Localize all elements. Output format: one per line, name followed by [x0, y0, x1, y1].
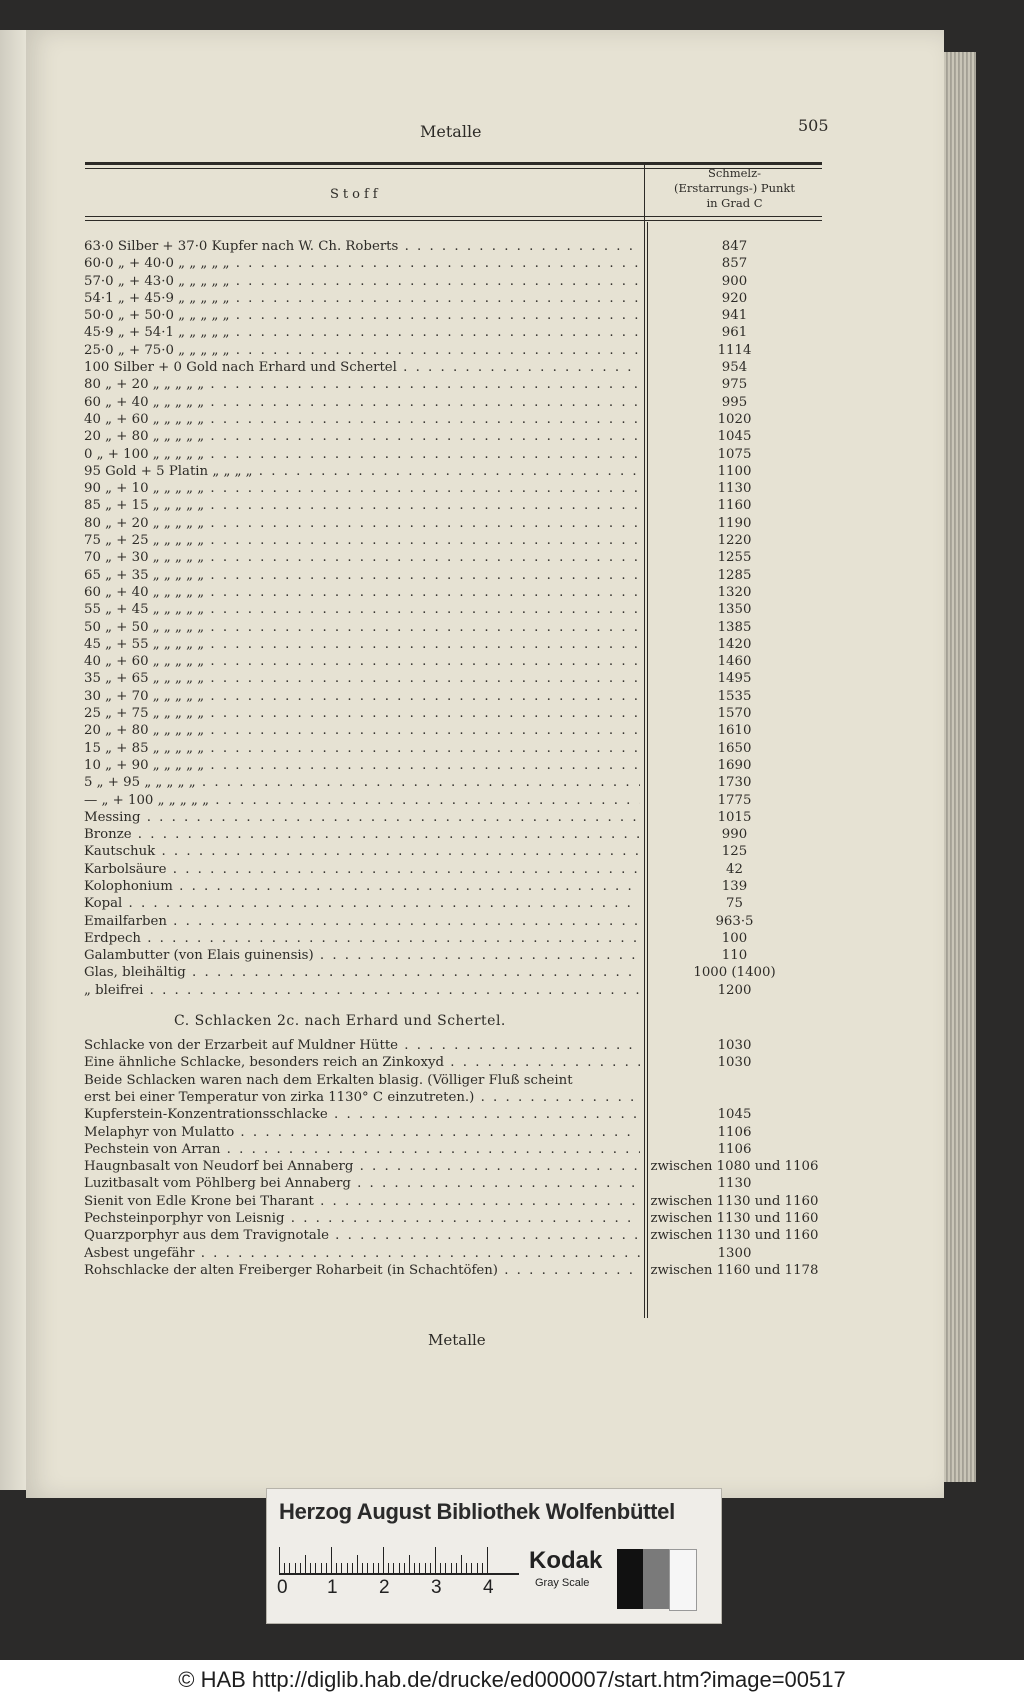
substance-cell: 80 „ + 20 „ „ „ „ „ . . .	[84, 376, 640, 393]
table-row	[84, 1262, 824, 1279]
ruler-tick	[435, 1547, 436, 1573]
table-row	[84, 861, 824, 878]
substance-cell: 25 „ + 75 „ „ „ „ „ . . .	[84, 705, 640, 722]
table-row	[84, 446, 824, 463]
column-header-point	[647, 166, 822, 211]
substance-cell: 54·1 „ + 45·9 „ „ „ „ „ . . .	[84, 290, 640, 307]
ruler-tick	[471, 1563, 472, 1573]
column-header-point-line: (Erstarrungs-) Punkt	[674, 181, 795, 195]
melting-point-cell: 1045	[717, 1107, 752, 1123]
substance-cell: erst bei einer Temperatur von zirka 1130° C einzutreten.) . . .	[84, 1089, 640, 1106]
substance-cell: Pechstein von Arran . . .	[84, 1141, 640, 1158]
running-title: Metalle	[420, 122, 482, 141]
ruler-tick	[451, 1563, 452, 1573]
melting-point-cell: 1255	[717, 550, 752, 566]
melting-point-cell: 961	[721, 325, 748, 341]
melting-point-cell: zwischen 1080 und 1106	[650, 1159, 819, 1175]
substance-cell: Emailfarben . . .	[84, 913, 640, 930]
table-row	[84, 1193, 824, 1210]
melting-point-cell: 1650	[717, 740, 752, 756]
ruler-tick	[461, 1555, 462, 1573]
section-heading	[84, 999, 824, 1037]
table-row	[84, 359, 824, 376]
table-row	[84, 290, 824, 307]
melting-point-cell: 1690	[717, 757, 752, 773]
table-row	[84, 636, 824, 653]
melting-point-cell: 1320	[717, 584, 752, 600]
melting-point-cell: 75	[726, 896, 743, 912]
substance-cell: 75 „ + 25 „ „ „ „ „ . . .	[84, 532, 640, 549]
ruler-tick	[362, 1563, 363, 1573]
gray-patch	[669, 1549, 697, 1611]
table-row	[84, 428, 824, 445]
ruler-tick	[419, 1563, 420, 1573]
ruler	[279, 1545, 519, 1575]
substance-cell: Kautschuk . . .	[84, 843, 640, 860]
ruler-tick	[331, 1547, 332, 1573]
column-header-point-line: in Grad C	[706, 196, 763, 210]
substance-cell: 90 „ + 10 „ „ „ „ „ . . .	[84, 480, 640, 497]
column-header-point-line: Schmelz-	[707, 166, 762, 180]
substance-cell: 50·0 „ + 50·0 „ „ „ „ „ . . .	[84, 307, 640, 324]
ruler-tick	[388, 1563, 389, 1573]
table-row	[84, 688, 824, 705]
substance-cell: Rohschlacke der alten Freiberger Roharbeit (in Schachtöfen) . . .	[84, 1262, 640, 1279]
melting-point-cell: 1130	[717, 1176, 752, 1192]
header-rule	[85, 216, 822, 217]
table-row	[84, 1141, 824, 1158]
substance-cell: 50 „ + 50 „ „ „ „ „ . . .	[84, 619, 640, 636]
credit-line: © HAB http://diglib.hab.de/drucke/ed000007/start.htm?image=00517	[0, 1660, 1024, 1699]
substance-cell: 55 „ + 45 „ „ „ „ „ . . .	[84, 601, 640, 618]
table-row	[84, 947, 824, 964]
table-row	[84, 982, 824, 999]
kodak-logo: Kodak	[529, 1547, 603, 1574]
page-edges	[944, 52, 976, 1482]
ruler-number: 2	[379, 1577, 390, 1598]
table-row	[84, 1210, 824, 1227]
substance-cell: Kolophonium . . .	[84, 878, 640, 895]
melting-point-cell: 100	[721, 930, 748, 946]
ruler-number: 3	[431, 1577, 442, 1598]
library-target-card	[266, 1488, 722, 1624]
melting-point-cell: 1160	[717, 498, 752, 514]
substance-cell: Beide Schlacken waren nach dem Erkalten blasig. (Völliger Fluß scheint	[84, 1072, 573, 1088]
ruler-tick	[347, 1563, 348, 1573]
table-row	[84, 515, 824, 532]
table-row	[84, 913, 824, 930]
ruler-tick	[279, 1547, 280, 1573]
table-row	[84, 1245, 824, 1262]
substance-cell: 35 „ + 65 „ „ „ „ „ . . .	[84, 670, 640, 687]
substance-cell: Pechsteinporphyr von Leisnig . . .	[84, 1210, 640, 1227]
substance-cell: 60 „ + 40 „ „ „ „ „ . . .	[84, 584, 640, 601]
melting-point-cell: 1130	[717, 481, 752, 497]
table-row	[84, 1106, 824, 1123]
table-row	[84, 792, 824, 809]
substance-cell: 57·0 „ + 43·0 „ „ „ „ „ . . .	[84, 273, 640, 290]
ruler-tick	[341, 1563, 342, 1573]
table-row	[84, 1054, 824, 1071]
substance-cell: 40 „ + 60 „ „ „ „ „ . . .	[84, 653, 640, 670]
table-row	[84, 567, 824, 584]
table-row	[84, 584, 824, 601]
melting-point-cell: 995	[721, 394, 748, 410]
melting-point-cell: 975	[721, 377, 748, 393]
melting-point-cell: zwischen 1160 und 1178	[650, 1262, 819, 1278]
melting-point-cell: 42	[726, 861, 743, 877]
melting-point-cell: 1100	[717, 463, 752, 479]
substance-cell: 0 „ + 100 „ „ „ „ „ . . .	[84, 446, 640, 463]
table-row	[84, 307, 824, 324]
substance-cell: Erdpech . . .	[84, 930, 640, 947]
melting-point-cell: 963·5	[715, 913, 754, 929]
substance-cell: Glas, bleihältig . . .	[84, 964, 640, 981]
table-row	[84, 255, 824, 272]
table-row	[84, 480, 824, 497]
table-row	[84, 273, 824, 290]
ruler-tick	[305, 1555, 306, 1573]
substance-cell: Sienit von Edle Krone bei Tharant . . .	[84, 1193, 640, 1210]
table-row	[84, 1072, 824, 1089]
table-row	[84, 1124, 824, 1141]
ruler-tick	[404, 1563, 405, 1573]
ruler-tick	[466, 1563, 467, 1573]
substance-cell: 65 „ + 35 „ „ „ „ „ . . .	[84, 567, 640, 584]
table-row	[84, 757, 824, 774]
table-row	[84, 930, 824, 947]
ruler-tick	[393, 1563, 394, 1573]
table-top-rule	[85, 162, 822, 165]
ruler-tick	[440, 1563, 441, 1573]
melting-point-cell: 1030	[717, 1055, 752, 1071]
table-row	[84, 324, 824, 341]
melting-point-cell: zwischen 1130 und 1160	[650, 1228, 819, 1244]
substance-cell: Schlacke von der Erzarbeit auf Muldner Hütte . . .	[84, 1037, 640, 1054]
substance-cell: Asbest ungefähr . . .	[84, 1245, 640, 1262]
melting-point-cell: 900	[721, 273, 748, 289]
left-page-edge	[0, 30, 27, 1490]
ruler-tick	[482, 1563, 483, 1573]
column-header-substance: Stoff	[330, 187, 382, 202]
substance-cell: Quarzporphyr aus dem Travignotale . . .	[84, 1227, 640, 1244]
substance-cell: 95 Gold + 5 Platin „ „ „ „ . . .	[84, 463, 640, 480]
section-heading-text: C. Schlacken 2c. nach Erhard und Schertel.	[174, 1013, 506, 1030]
melting-point-cell: 1610	[717, 723, 752, 739]
substance-cell: 63·0 Silber + 37·0 Kupfer nach W. Ch. Roberts . . .	[84, 238, 640, 255]
table-row	[84, 619, 824, 636]
ruler-tick	[383, 1547, 384, 1573]
substance-cell: 80 „ + 20 „ „ „ „ „ . . .	[84, 515, 640, 532]
melting-point-cell: 847	[721, 239, 748, 254]
ruler-tick	[487, 1547, 488, 1573]
substance-cell: 45 „ + 55 „ „ „ „ „ . . .	[84, 636, 640, 653]
ruler-tick	[310, 1563, 311, 1573]
ruler-tick	[477, 1563, 478, 1573]
melting-point-cell: 1015	[717, 809, 752, 825]
table-row	[84, 1175, 824, 1192]
substance-cell: Karbolsäure . . .	[84, 861, 640, 878]
substance-cell: 60 „ + 40 „ „ „ „ „ . . .	[84, 394, 640, 411]
melting-point-cell: zwischen 1130 und 1160	[650, 1211, 819, 1227]
melting-point-cell: 990	[721, 827, 748, 843]
table-row	[84, 774, 824, 791]
table-row	[84, 601, 824, 618]
ruler-tick	[336, 1563, 337, 1573]
table-row	[84, 740, 824, 757]
ruler-tick	[445, 1563, 446, 1573]
ruler-tick	[456, 1563, 457, 1573]
substance-cell: 60·0 „ + 40·0 „ „ „ „ „ . . .	[84, 255, 640, 272]
ruler-tick	[399, 1563, 400, 1573]
melting-point-cell: 1220	[717, 533, 752, 549]
ruler-tick	[414, 1563, 415, 1573]
header-rule-2	[85, 220, 822, 221]
melting-point-cell: 1285	[717, 567, 752, 583]
ruler-number: 0	[277, 1577, 288, 1598]
melting-point-cell: 1385	[717, 619, 752, 635]
melting-point-cell: 1420	[717, 636, 752, 652]
melting-point-cell: 1045	[717, 429, 752, 445]
ruler-number: 1	[327, 1577, 338, 1598]
melting-point-cell: 941	[721, 308, 748, 324]
ruler-tick	[284, 1563, 285, 1573]
melting-point-cell: 1030	[717, 1038, 752, 1054]
substance-cell: Kupferstein-Konzentrationsschlacke . . .	[84, 1106, 640, 1123]
melting-point-cell: 139	[721, 878, 748, 894]
substance-cell: 40 „ + 60 „ „ „ „ „ . . .	[84, 411, 640, 428]
ruler-tick	[315, 1563, 316, 1573]
table-row	[84, 670, 824, 687]
ruler-number: 4	[483, 1577, 494, 1598]
ruler-tick	[352, 1563, 353, 1573]
footer-title: Metalle	[428, 1331, 486, 1349]
table-row	[84, 1089, 824, 1106]
substance-cell: 5 „ + 95 „ „ „ „ „ . . .	[84, 774, 640, 791]
melting-point-cell: 1000 (1400)	[693, 965, 776, 981]
melting-point-cell: 1300	[717, 1245, 752, 1261]
melting-point-cell: 110	[721, 948, 748, 964]
melting-point-cell: 1460	[717, 654, 752, 670]
table-row	[84, 653, 824, 670]
gray-patch	[617, 1549, 643, 1609]
substance-cell: 70 „ + 30 „ „ „ „ „ . . .	[84, 549, 640, 566]
melting-point-cell: 1535	[717, 688, 752, 704]
table-row	[84, 549, 824, 566]
table-row	[84, 722, 824, 739]
melting-point-cell: 1075	[717, 446, 752, 462]
substance-cell: Haugnbasalt von Neudorf bei Annaberg . . .	[84, 1158, 640, 1175]
substance-cell: — „ + 100 „ „ „ „ „ . . .	[84, 792, 640, 809]
melting-point-cell: 1106	[717, 1141, 752, 1157]
substance-cell: 25·0 „ + 75·0 „ „ „ „ „ . . .	[84, 342, 640, 359]
table-row	[84, 705, 824, 722]
gray-scale-label: Gray Scale	[535, 1577, 590, 1589]
melting-point-cell: 1020	[717, 411, 752, 427]
table-row	[84, 895, 824, 912]
table-row	[84, 238, 824, 255]
melting-point-cell: 1495	[717, 671, 752, 687]
table-row	[84, 342, 824, 359]
page-number: 505	[798, 116, 829, 135]
melting-point-cell: 125	[721, 844, 748, 860]
table-row	[84, 809, 824, 826]
melting-point-cell: 1775	[717, 792, 752, 808]
substance-cell: Messing . . .	[84, 809, 640, 826]
table-row	[84, 878, 824, 895]
melting-point-cell: 920	[721, 290, 748, 306]
substance-cell: Eine ähnliche Schlacke, besonders reich an Zinkoxyd . . .	[84, 1054, 640, 1071]
ruler-tick	[357, 1555, 358, 1573]
melting-point-cell: 954	[721, 360, 748, 376]
table-row	[84, 1037, 824, 1054]
table-body	[84, 238, 824, 1279]
table-row	[84, 1227, 824, 1244]
ruler-tick	[367, 1563, 368, 1573]
melting-point-cell: 1730	[717, 775, 752, 791]
substance-cell: Luzitbasalt vom Pöhlberg bei Annaberg . . .	[84, 1175, 640, 1192]
ruler-tick	[373, 1563, 374, 1573]
melting-point-cell: 857	[721, 256, 748, 272]
ruler-tick	[321, 1563, 322, 1573]
substance-cell: Melaphyr von Mulatto . . .	[84, 1124, 640, 1141]
ruler-tick	[425, 1563, 426, 1573]
melting-point-cell: 1570	[717, 706, 752, 722]
substance-cell: 20 „ + 80 „ „ „ „ „ . . .	[84, 722, 640, 739]
table-row	[84, 532, 824, 549]
table-row	[84, 411, 824, 428]
ruler-tick	[326, 1563, 327, 1573]
substance-cell: Bronze . . .	[84, 826, 640, 843]
table-row	[84, 497, 824, 514]
table-row	[84, 376, 824, 393]
substance-cell: 20 „ + 80 „ „ „ „ „ . . .	[84, 428, 640, 445]
table-row	[84, 463, 824, 480]
substance-cell: Galambutter (von Elais guinensis) . . .	[84, 947, 640, 964]
ruler-tick	[289, 1563, 290, 1573]
substance-cell: 100 Silber + 0 Gold nach Erhard und Schertel . . .	[84, 359, 640, 376]
table-row	[84, 1158, 824, 1175]
library-name: Herzog August Bibliothek Wolfenbüttel	[279, 1499, 675, 1524]
table-row	[84, 826, 824, 843]
substance-cell: 30 „ + 70 „ „ „ „ „ . . .	[84, 688, 640, 705]
substance-cell: Kopal . . .	[84, 895, 640, 912]
table-row	[84, 964, 824, 981]
ruler-tick	[409, 1555, 410, 1573]
substance-cell: 45·9 „ + 54·1 „ „ „ „ „ . . .	[84, 324, 640, 341]
table-row	[84, 394, 824, 411]
table-row	[84, 843, 824, 860]
melting-point-cell: 1190	[717, 515, 752, 531]
melting-point-cell: 1106	[717, 1124, 752, 1140]
substance-cell: 15 „ + 85 „ „ „ „ „ . . .	[84, 740, 640, 757]
substance-cell: 10 „ + 90 „ „ „ „ „ . . .	[84, 757, 640, 774]
melting-point-cell: 1200	[717, 982, 752, 998]
ruler-tick	[430, 1563, 431, 1573]
substance-cell: „ bleifrei . . .	[84, 982, 640, 999]
ruler-tick	[300, 1563, 301, 1573]
ruler-tick	[378, 1563, 379, 1573]
melting-point-cell: 1114	[717, 342, 752, 358]
melting-point-cell: 1350	[717, 602, 752, 618]
melting-point-cell: zwischen 1130 und 1160	[650, 1193, 819, 1209]
gray-patch	[643, 1549, 669, 1609]
substance-cell: 85 „ + 15 „ „ „ „ „ . . .	[84, 497, 640, 514]
ruler-tick	[295, 1563, 296, 1573]
